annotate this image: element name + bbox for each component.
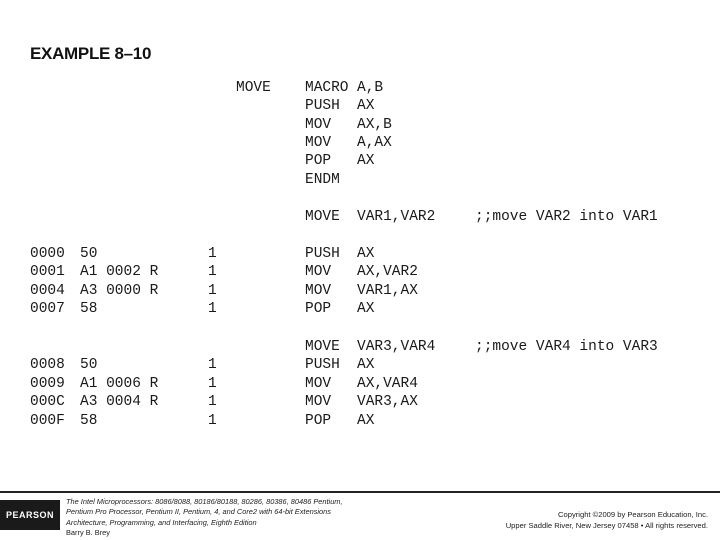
listing-comment: ;;move VAR4 into VAR3 xyxy=(475,339,658,355)
listing-lvl: 1 xyxy=(208,264,217,280)
listing-line xyxy=(0,356,720,374)
listing-line xyxy=(0,375,720,393)
listing-obj: A3 0000 R xyxy=(80,283,159,299)
listing-op: POP xyxy=(305,301,332,317)
listing-line xyxy=(0,152,720,170)
listing-line xyxy=(0,245,720,263)
listing-op: MOV xyxy=(305,117,332,133)
listing-lvl: 1 xyxy=(208,283,217,299)
listing-arg: AX xyxy=(357,153,375,169)
copyright-line-1: Copyright ©2009 by Pearson Education, Inc. xyxy=(558,510,708,519)
listing-line xyxy=(0,282,720,300)
listing-obj: A1 0002 R xyxy=(80,264,159,280)
listing-arg: AX xyxy=(357,413,375,429)
listing-op: MOVE xyxy=(305,339,340,355)
listing-op: PUSH xyxy=(305,98,340,114)
listing-arg: AX,VAR2 xyxy=(357,264,418,280)
listing-line xyxy=(0,97,720,115)
listing-obj: A3 0004 R xyxy=(80,394,159,410)
listing-line xyxy=(0,134,720,152)
listing-arg: AX,B xyxy=(357,117,392,133)
listing-op: MACRO xyxy=(305,80,349,96)
book-citation xyxy=(66,497,406,538)
listing-op: PUSH xyxy=(305,246,340,262)
slide-title: EXAMPLE 8–10 xyxy=(30,44,152,63)
listing-arg: VAR1,AX xyxy=(357,283,418,299)
book-title-line-3: Architecture, Programming, and Interfacing, Eighth Edition xyxy=(66,517,257,527)
listing-addr: 0009 xyxy=(30,376,65,392)
listing-addr: 0008 xyxy=(30,357,65,373)
listing-lvl: 1 xyxy=(208,301,217,317)
pearson-logo: PEARSON xyxy=(0,500,60,530)
listing-line xyxy=(0,208,720,226)
footer-divider xyxy=(0,491,720,493)
listing-arg: VAR3,VAR4 xyxy=(357,339,436,355)
listing-arg: AX xyxy=(357,301,375,317)
listing-lvl: 1 xyxy=(208,394,217,410)
listing-lvl: 1 xyxy=(208,246,217,262)
listing-line xyxy=(0,338,720,356)
listing-addr: 0000 xyxy=(30,246,65,262)
listing-obj: 50 xyxy=(80,357,98,373)
listing-op: MOV xyxy=(305,135,332,151)
listing-addr: 000C xyxy=(30,394,65,410)
listing-comment: ;;move VAR2 into VAR1 xyxy=(475,209,658,225)
listing-op: ENDM xyxy=(305,172,340,188)
listing-obj: 58 xyxy=(80,301,98,317)
listing-line xyxy=(0,79,720,97)
listing-op: MOVE xyxy=(305,209,340,225)
listing-arg: AX,VAR4 xyxy=(357,376,418,392)
listing-op: MOV xyxy=(305,283,332,299)
listing-addr: 0007 xyxy=(30,301,65,317)
listing-line xyxy=(0,412,720,430)
listing-arg: VAR1,VAR2 xyxy=(357,209,436,225)
listing-obj: 50 xyxy=(80,246,98,262)
listing-arg: AX xyxy=(357,98,375,114)
copyright-notice xyxy=(506,509,708,531)
listing-arg: A,AX xyxy=(357,135,392,151)
book-author: Barry B. Brey xyxy=(66,527,110,537)
listing-op: PUSH xyxy=(305,357,340,373)
listing-arg: VAR3,AX xyxy=(357,394,418,410)
listing-label: MOVE xyxy=(236,80,271,96)
listing-lvl: 1 xyxy=(208,413,217,429)
listing-line xyxy=(0,300,720,318)
listing-op: POP xyxy=(305,413,332,429)
listing-lvl: 1 xyxy=(208,376,217,392)
listing-line xyxy=(0,263,720,281)
listing-line xyxy=(0,171,720,189)
listing-addr: 0001 xyxy=(30,264,65,280)
listing-op: MOV xyxy=(305,394,332,410)
listing-op: POP xyxy=(305,153,332,169)
listing-op: MOV xyxy=(305,376,332,392)
book-title-line-2: Pentium Pro Processor, Pentium II, Pentium, 4, and Core2 with 64-bit Extensions xyxy=(66,507,331,517)
listing-arg: AX xyxy=(357,357,375,373)
listing-arg: AX xyxy=(357,246,375,262)
listing-obj: 58 xyxy=(80,413,98,429)
listing-op: MOV xyxy=(305,264,332,280)
copyright-line-2: Upper Saddle River, New Jersey 07458 • All rights reserved. xyxy=(505,521,708,530)
listing-obj: A1 0006 R xyxy=(80,376,159,392)
listing-lvl: 1 xyxy=(208,357,217,373)
listing-arg: A,B xyxy=(357,80,384,96)
listing-addr: 0004 xyxy=(30,283,65,299)
book-title-line-1: The Intel Microprocessors: 8086/8088, 80186/80188, 80286, 80386, 80486 Pentium, xyxy=(66,497,343,506)
listing-line xyxy=(0,116,720,134)
listing-line xyxy=(0,393,720,411)
listing-addr: 000F xyxy=(30,413,65,429)
